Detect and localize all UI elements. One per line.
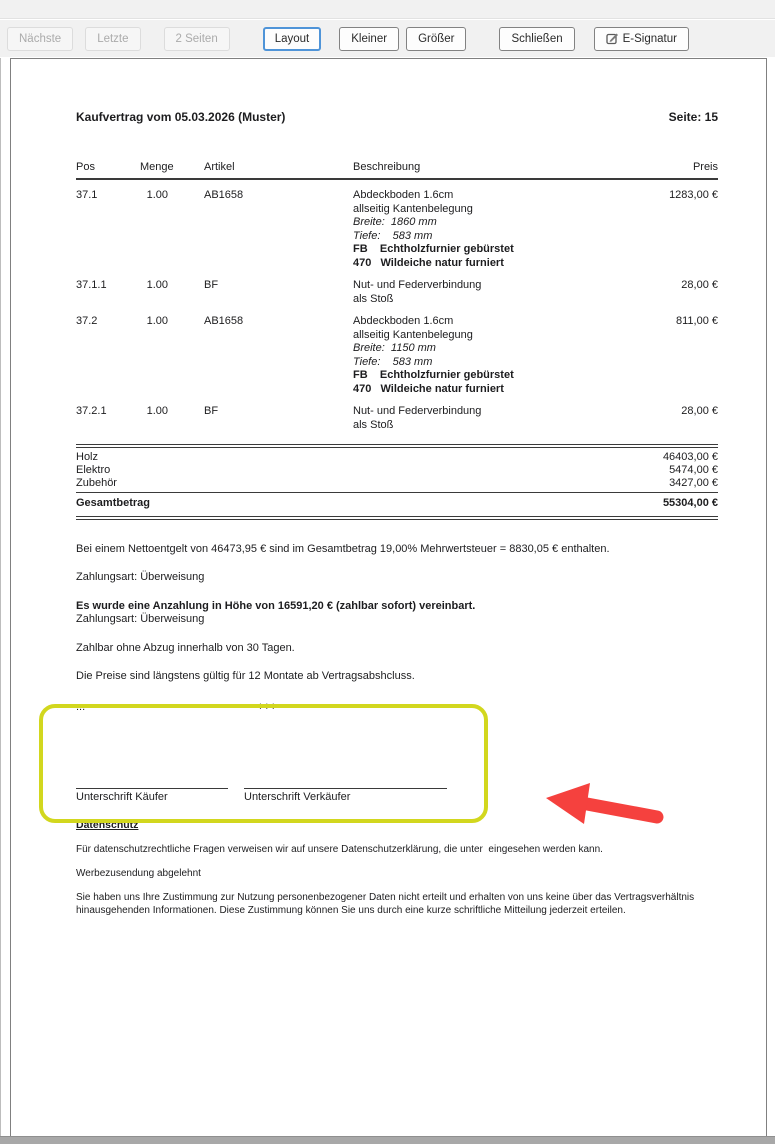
seller-signature-line: [244, 788, 447, 789]
cell-artikel: AB1658: [204, 189, 244, 201]
total-group-value: 46403,00 €: [662, 451, 718, 463]
document-title: Kaufvertrag vom 05.03.2026 (Muster): [76, 110, 286, 124]
total-group-label: Elektro: [76, 464, 111, 476]
window-left-edge: [0, 58, 1, 1136]
zoom-out-button[interactable]: Kleiner: [339, 27, 399, 51]
cell-pos: 37.1: [76, 189, 98, 201]
col-header-pos: Pos: [76, 160, 95, 173]
privacy-heading: Datenschutz: [76, 818, 139, 831]
cell-beschreibung: Abdeckboden 1.6cm allseitig Kantenbelegung Breite: 1150 mm Tiefe: 583 mm FB Echtholzfurnier gebürstet 470 Wildeiche natur furniert: [353, 315, 514, 395]
totals-block: [76, 448, 718, 492]
signature-placeholders: [76, 701, 718, 715]
cell-preis: 28,00 €: [681, 279, 718, 291]
totals-bottom-rule: [76, 516, 718, 520]
grand-total-row: [76, 493, 718, 516]
cell-beschreibung: Nut- und Federverbindung als Stoß: [353, 405, 482, 431]
e-signature-button[interactable]: [594, 27, 689, 51]
next-page-button[interactable]: Nächste: [7, 27, 73, 51]
cell-artikel: AB1658: [204, 315, 244, 327]
page-number-label: Seite: 15: [668, 110, 718, 124]
col-header-artikel: Artikel: [204, 160, 235, 173]
due-line: Zahlbar ohne Abzug innerhalb von 30 Tagen.: [76, 641, 295, 654]
privacy-line-1: Für datenschutzrechtliche Fragen verweisen wir auf unsere Datenschutzerklärung, die unter eingesehen werden kann.: [76, 844, 603, 855]
two-pages-button[interactable]: 2 Seiten: [164, 27, 230, 51]
cell-artikel: BF: [204, 405, 219, 417]
close-button[interactable]: Schließen: [499, 27, 574, 51]
grand-total-label: Gesamtbetrag: [76, 497, 150, 509]
privacy-line-2: Werbezusendung abgelehnt: [76, 868, 201, 879]
cell-pos: 37.1.1: [76, 279, 107, 291]
window-titlebar: [0, 0, 775, 19]
total-group-value: 3427,00 €: [669, 477, 718, 489]
document-page: [10, 58, 767, 1136]
cell-pos: 37.2: [76, 315, 98, 327]
grand-total-value: 55304,00 €: [662, 497, 718, 509]
layout-button[interactable]: Layout: [263, 27, 322, 51]
window-bottom-edge: [0, 1136, 775, 1144]
toolbar: [0, 20, 775, 57]
payment-line: Zahlungsart: Überweisung: [76, 571, 205, 583]
cell-beschreibung: Nut- und Federverbindung als Stoß: [353, 279, 482, 305]
cell-preis: 1283,00 €: [669, 189, 718, 201]
cell-menge: 1.00: [146, 405, 168, 417]
col-header-beschreibung: Beschreibung: [353, 160, 421, 173]
signature-columns: [76, 788, 718, 805]
cell-preis: 811,00 €: [675, 315, 718, 327]
table-row: [76, 315, 718, 396]
cell-beschreibung: Abdeckboden 1.6cm allseitig Kantenbelegung Breite: 1860 mm Tiefe: 583 mm FB Echtholzfurnier gebürstet 470 Wildeiche natur furniert: [353, 189, 514, 269]
col-header-preis: Preis: [692, 160, 718, 173]
total-group-label: Holz: [76, 451, 99, 463]
vat-paragraph: Bei einem Nettoentgelt von 46473,95 € sind im Gesamtbetrag 19,00% Mehrwertsteuer = 8830,05 € enthalten.: [76, 542, 610, 555]
cell-menge: 1.00: [146, 279, 168, 291]
total-group-value: 5474,00 €: [669, 464, 718, 476]
deposit-line: Es wurde eine Anzahlung in Höhe von 16591,20 € (zahlbar sofort) vereinbart.: [76, 599, 476, 612]
table-row: [76, 189, 718, 270]
table-row: [76, 405, 718, 432]
cell-pos: 37.2.1: [76, 405, 107, 417]
cell-menge: 1.00: [146, 189, 168, 201]
table-header: [76, 161, 718, 181]
last-page-button[interactable]: Letzte: [85, 27, 140, 51]
e-signature-button-label: E-Signatur: [622, 32, 677, 45]
cell-preis: 28,00 €: [681, 405, 718, 417]
buyer-signature-line: [76, 788, 228, 789]
cell-menge: 1.00: [146, 315, 168, 327]
signature-center-placeholder: +++: [257, 700, 277, 713]
seller-signature-label: Unterschrift Verkäufer: [244, 791, 351, 803]
deposit-payment-line: Zahlungsart: Überweisung: [76, 613, 205, 625]
validity-line: Die Preise sind längstens gültig für 12 Montate ab Vertragsabshcluss.: [76, 670, 415, 682]
table-row: [76, 279, 718, 306]
document-content: [76, 111, 718, 917]
col-header-menge: Menge: [140, 160, 174, 173]
privacy-line-3: Sie haben uns Ihre Zustimmung zur Nutzung personenbezogener Daten nicht erteilt und erhalten von uns keine über das Vertragsverhältnis hinausgehenden Informationen. Diese Zustimmung können Sie uns durch eine kurze schriftliche Mitteilung jederzeit erteilen.: [76, 892, 695, 916]
cell-artikel: BF: [204, 279, 219, 291]
zoom-in-button[interactable]: Größer: [406, 27, 466, 51]
buyer-signature-label: Unterschrift Käufer: [76, 791, 168, 803]
e-signature-icon: [606, 32, 619, 45]
signature-left-placeholder: ...: [76, 700, 86, 713]
total-group-label: Zubehör: [76, 477, 117, 489]
